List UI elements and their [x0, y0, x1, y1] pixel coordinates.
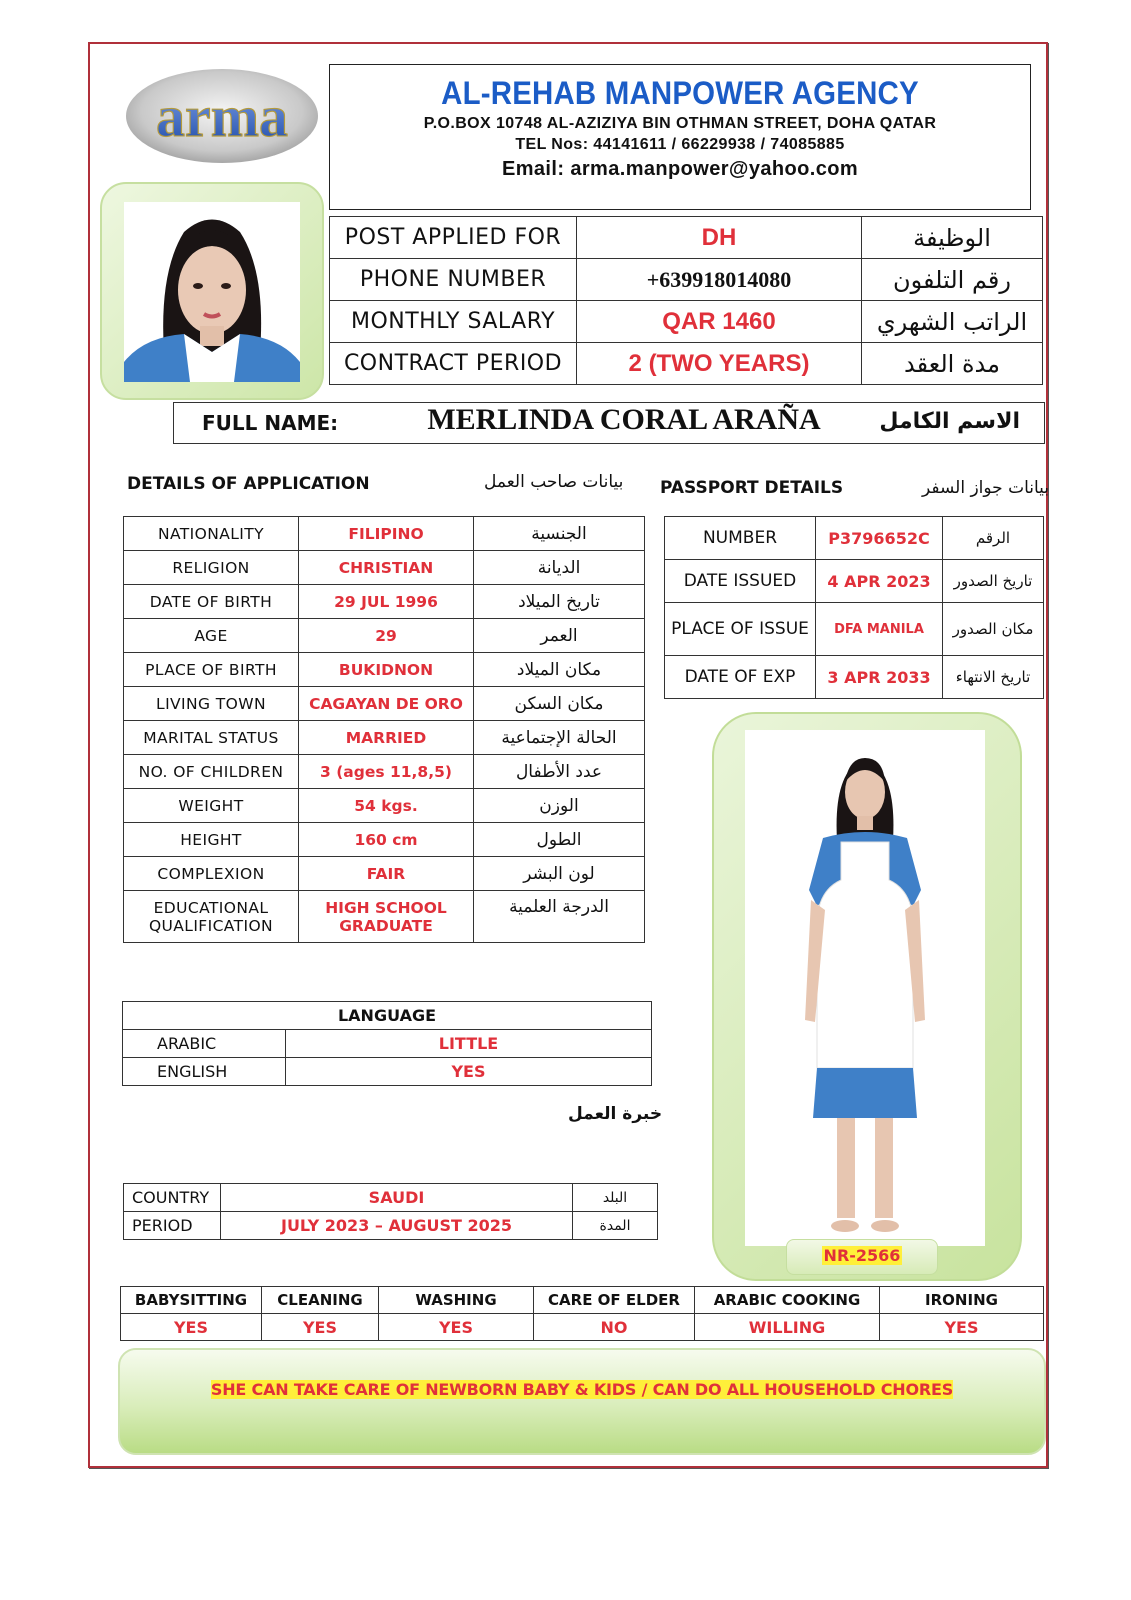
- language-value: LITTLE: [286, 1030, 652, 1058]
- table-row: [124, 1184, 658, 1212]
- details-label: DATE OF BIRTH: [124, 585, 299, 619]
- salary-label: MONTHLY SALARY: [330, 301, 577, 343]
- skills-table: [120, 1286, 1044, 1341]
- table-row: [124, 721, 645, 755]
- details-label: LIVING TOWN: [124, 687, 299, 721]
- experience-table: [123, 1183, 658, 1240]
- table-row: [124, 551, 645, 585]
- table-row: [330, 301, 1043, 343]
- details-label: HEIGHT: [124, 823, 299, 857]
- agency-address: P.O.BOX 10748 AL-AZIZIYA BIN OTHMAN STREET, DOHA QATAR: [423, 115, 937, 132]
- table-row: [665, 656, 1044, 699]
- passport-title-arabic: بيانات جواز السفر: [922, 478, 1050, 498]
- skill-label: BABYSITTING: [121, 1287, 262, 1314]
- passport-value: P3796652C: [816, 517, 943, 560]
- experience-value: SAUDI: [221, 1184, 573, 1212]
- details-value: FAIR: [299, 857, 474, 891]
- details-arabic: الوزن: [474, 789, 645, 823]
- passport-label: NUMBER: [665, 517, 816, 560]
- skill-value: WILLING: [695, 1314, 880, 1341]
- agency-email: Email: arma.manpower@yahoo.com: [501, 158, 859, 180]
- language-table: [122, 1001, 652, 1086]
- contract-arabic: مدة العقد: [862, 343, 1043, 385]
- passport-value: 3 APR 2033: [816, 656, 943, 699]
- details-arabic: تاريخ الميلاد: [474, 585, 645, 619]
- skill-label: WASHING: [379, 1287, 534, 1314]
- details-title: DETAILS OF APPLICATION: [127, 474, 370, 494]
- table-row: [330, 217, 1043, 259]
- language-label: ARABIC: [123, 1030, 286, 1058]
- full-name-box: [173, 402, 1045, 444]
- agency-phone: TEL Nos: 44141611 / 66229938 / 74085885: [515, 136, 845, 153]
- skill-value: YES: [121, 1314, 262, 1341]
- passport-arabic: تاريخ الانتهاء: [943, 656, 1044, 699]
- table-row: [330, 259, 1043, 301]
- details-value: BUKIDNON: [299, 653, 474, 687]
- skill-label: IRONING: [880, 1287, 1044, 1314]
- details-value: 54 kgs.: [299, 789, 474, 823]
- language-value: YES: [286, 1058, 652, 1086]
- details-label: NATIONALITY: [124, 517, 299, 551]
- details-title-arabic: بيانات صاحب العمل: [484, 472, 624, 492]
- details-label: WEIGHT: [124, 789, 299, 823]
- table-row: [330, 343, 1043, 385]
- passport-arabic: الرقم: [943, 517, 1044, 560]
- details-value: CAGAYAN DE ORO: [299, 687, 474, 721]
- table-row: [665, 517, 1044, 560]
- details-arabic: الطول: [474, 823, 645, 857]
- experience-label: PERIOD: [124, 1212, 221, 1240]
- experience-label: COUNTRY: [124, 1184, 221, 1212]
- details-value: MARRIED: [299, 721, 474, 755]
- details-value: HIGH SCHOOL GRADUATE: [299, 891, 474, 943]
- agency-name: AL-REHAB MANPOWER AGENCY: [441, 75, 919, 111]
- post-table: [329, 216, 1043, 385]
- table-row: [123, 1030, 652, 1058]
- passport-label: PLACE OF ISSUE: [665, 603, 816, 656]
- details-label: MARITAL STATUS: [124, 721, 299, 755]
- details-arabic: مكان الميلاد: [474, 653, 645, 687]
- remark-text: SHE CAN TAKE CARE OF NEWBORN BABY & KIDS / CAN DO ALL HOUSEHOLD CHORES: [210, 1380, 954, 1399]
- table-row: [124, 857, 645, 891]
- full-name-arabic: الاسم الكامل: [879, 409, 1020, 434]
- table-row: [124, 619, 645, 653]
- details-label: NO. OF CHILDREN: [124, 755, 299, 789]
- language-title: LANGUAGE: [123, 1002, 652, 1030]
- table-row: [124, 823, 645, 857]
- phone-label: PHONE NUMBER: [330, 259, 577, 301]
- agency-logo: [124, 66, 320, 166]
- remark-banner: [118, 1348, 1046, 1455]
- skill-label: ARABIC COOKING: [695, 1287, 880, 1314]
- face-photo: [124, 202, 300, 382]
- experience-arabic: البلد: [573, 1184, 658, 1212]
- details-arabic: لون البشر: [474, 857, 645, 891]
- details-value: CHRISTIAN: [299, 551, 474, 585]
- svg-text:arma: arma: [155, 84, 289, 149]
- table-row: [124, 891, 645, 943]
- passport-value: DFA MANILA: [816, 603, 943, 656]
- table-row: [123, 1058, 652, 1086]
- table-row: [124, 687, 645, 721]
- details-arabic: مكان السكن: [474, 687, 645, 721]
- details-value: FILIPINO: [299, 517, 474, 551]
- passport-label: DATE OF EXP: [665, 656, 816, 699]
- post-arabic: الوظيفة: [862, 217, 1043, 259]
- full-name-value: MERLINDA CORAL ARAÑA: [427, 403, 821, 436]
- phone-value: +639918014080: [577, 259, 862, 301]
- table-row: [124, 517, 645, 551]
- face-photo-frame: [100, 182, 324, 400]
- contract-label: CONTRACT PERIOD: [330, 343, 577, 385]
- table-row: [121, 1314, 1044, 1341]
- table-row: [124, 789, 645, 823]
- details-value: 29 JUL 1996: [299, 585, 474, 619]
- post-value: DH: [577, 217, 862, 259]
- skill-label: CLEANING: [262, 1287, 379, 1314]
- skill-value: YES: [880, 1314, 1044, 1341]
- salary-value: QAR 1460: [577, 301, 862, 343]
- details-arabic: الجنسية: [474, 517, 645, 551]
- details-table: [123, 516, 645, 943]
- passport-arabic: تاريخ الصدور: [943, 560, 1044, 603]
- full-name-label: FULL NAME:: [202, 411, 339, 435]
- experience-arabic: المدة: [573, 1212, 658, 1240]
- skill-value: NO: [534, 1314, 695, 1341]
- phone-arabic: رقم التلفون: [862, 259, 1043, 301]
- table-row: [124, 755, 645, 789]
- details-value: 29: [299, 619, 474, 653]
- reference-tag: [786, 1239, 938, 1275]
- details-label: EDUCATIONAL QUALIFICATION: [124, 891, 299, 943]
- post-label: POST APPLIED FOR: [330, 217, 577, 259]
- details-label: COMPLEXION: [124, 857, 299, 891]
- table-row: [124, 1212, 658, 1240]
- experience-title-arabic: خبرة العمل: [568, 1104, 663, 1124]
- details-arabic: الديانة: [474, 551, 645, 585]
- skill-value: YES: [262, 1314, 379, 1341]
- details-label: AGE: [124, 619, 299, 653]
- table-row: [124, 585, 645, 619]
- salary-arabic: الراتب الشهري: [862, 301, 1043, 343]
- details-label: PLACE OF BIRTH: [124, 653, 299, 687]
- table-row: [665, 603, 1044, 656]
- language-label: ENGLISH: [123, 1058, 286, 1086]
- passport-title: PASSPORT DETAILS: [660, 478, 844, 498]
- details-value: 160 cm: [299, 823, 474, 857]
- details-value: 3 (ages 11,8,5): [299, 755, 474, 789]
- agency-header: [329, 64, 1031, 210]
- table-row: [123, 1002, 652, 1030]
- details-arabic: الحالة الإجتماعية: [474, 721, 645, 755]
- passport-arabic: مكان الصدور: [943, 603, 1044, 656]
- full-body-photo: [745, 730, 985, 1246]
- details-arabic: عدد الأطفال: [474, 755, 645, 789]
- passport-value: 4 APR 2023: [816, 560, 943, 603]
- table-row: [124, 653, 645, 687]
- contract-value: 2 (TWO YEARS): [577, 343, 862, 385]
- full-body-photo-frame: [712, 712, 1022, 1281]
- skill-value: YES: [379, 1314, 534, 1341]
- details-arabic: الدرجة العلمية: [474, 891, 645, 943]
- skill-label: CARE OF ELDER: [534, 1287, 695, 1314]
- details-label: RELIGION: [124, 551, 299, 585]
- table-row: [121, 1287, 1044, 1314]
- passport-table: [664, 516, 1044, 699]
- experience-value: JULY 2023 – AUGUST 2025: [221, 1212, 573, 1240]
- reference-number: NR-2566: [823, 1246, 901, 1265]
- passport-label: DATE ISSUED: [665, 560, 816, 603]
- table-row: [665, 560, 1044, 603]
- details-arabic: العمر: [474, 619, 645, 653]
